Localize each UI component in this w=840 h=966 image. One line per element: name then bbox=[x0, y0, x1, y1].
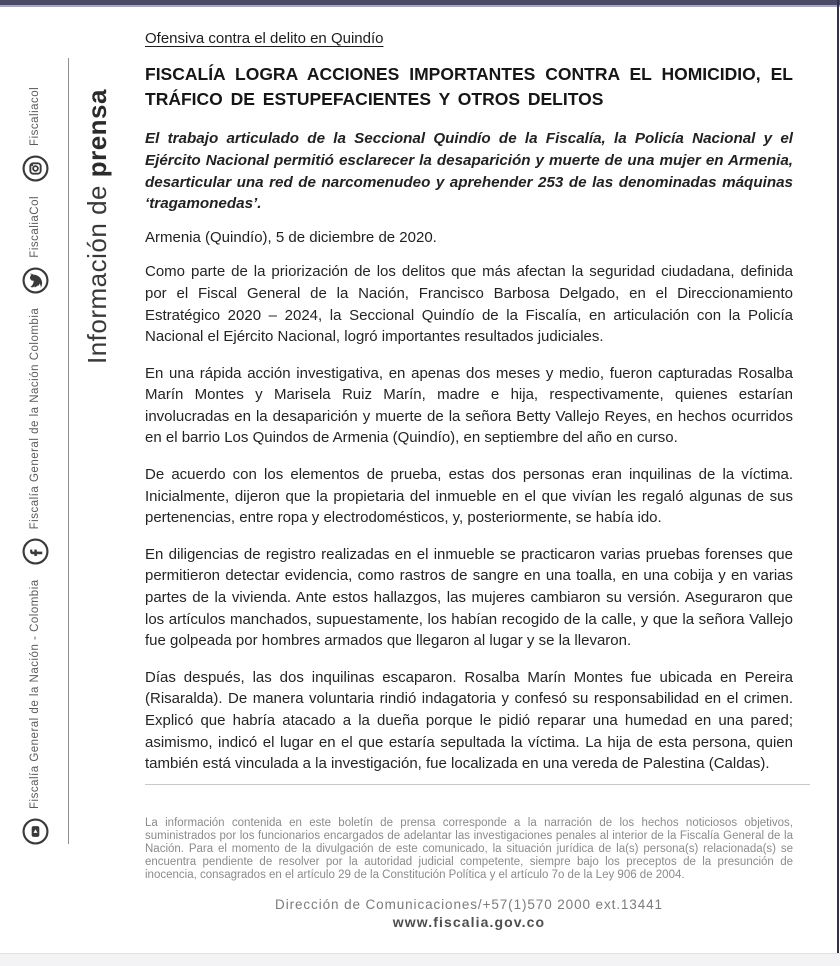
kicker: Ofensiva contra el delito en Quindío bbox=[145, 30, 384, 47]
youtube-icon bbox=[22, 818, 49, 845]
instagram-icon bbox=[22, 155, 49, 182]
bottom-page-band bbox=[0, 953, 840, 966]
communications-contact: Dirección de Comunicaciones/+57(1)570 2000 ext.13441 bbox=[275, 896, 663, 912]
website-link[interactable]: www.fiscalia.gov.co bbox=[392, 913, 546, 930]
right-page-border bbox=[837, 0, 839, 953]
social-label: Fiscalía General de la Nación - Colombia bbox=[29, 579, 41, 809]
lead-paragraph: El trabajo articulado de la Seccional Quindío de la Fiscalía, la Policía Nacional y el Ejército Nacional permitió esclarecer la desaparición y muerte de una mujer en Armenia, desarticular una red de narcomenudeo y aprehender 253 de las denominadas máquinas ‘tragamonedas’. bbox=[145, 129, 793, 213]
press-release-body bbox=[145, 0, 793, 930]
footer-divider-line bbox=[145, 784, 810, 785]
legal-disclaimer: La información contenida en este boletín de prensa corresponde a la narración de los hechos noticiosos objetivos, suministrados por los funcionarios encargados de adelantar las investigaciones penales al interior de la Fiscalía General de la Nación. Para el momento de la divulgación de este comunicado, la situación jurídica de la(s) persona(s) relacionada(s) se encuentra pendiente de resolver por la autoridad judicial competente, siempre bajo los preceptos de la presunción de inocencia, consagrados en el artículo 29 de la Constitución Política y el artículo 7o de la Ley 906 de 2004. bbox=[145, 816, 793, 881]
press-info-vertical-title bbox=[82, 56, 120, 364]
social-label: Fiscaliacol bbox=[29, 86, 41, 146]
twitter-icon bbox=[22, 267, 49, 294]
social-item-instagram[interactable] bbox=[22, 87, 49, 182]
social-accounts-rail bbox=[16, 55, 54, 845]
dateline: Armenia (Quindío), 5 de diciembre de 2020. bbox=[145, 229, 437, 247]
body-paragraph: En diligencias de registro realizadas en el inmueble se practicaron varias pruebas forenses que permitieron detectar evidencia, como rastros de sangre en una toalla, en una cobija y en varias partes de la vivienda. Ante estos hallazgos, las mujeres cambiaron su versión. Aseguraron que los artículos manchados, supuestamente, los habían recogido de la calle, y que la señora Vallejo fue golpeada por hombres armados que llegaron al lugar y se la llevaron. bbox=[145, 545, 793, 650]
body-paragraph: En una rápida acción investigativa, en apenas dos meses y medio, fueron capturadas Rosalba Marín Montes y Marisela Ruiz Marín, madre e hija, respectivamente, quienes estarían involucradas en la desaparición y muerte de la señora Betty Vallejo Reyes, en hechos ocurridos en el barrio Los Quindos de Armenia (Quindío), en septiembre del año en curso. bbox=[145, 364, 793, 447]
press-title-regular: Información de bbox=[82, 177, 112, 364]
social-label: Fiscalía General de la Nación Colombia bbox=[29, 307, 41, 530]
body-paragraph: Días después, las dos inquilinas escaparon. Rosalba Marín Montes fue ubicada en Pereira (Risaralda). De manera voluntaria rindió indagatoria y confesó su responsabilidad en el crimen. Explicó que habría atacado a la dueña porque le pidió reparar una humedad en una pared; asimismo, indicó el lugar en el que estaría sepultada la víctima. La hija de esta persona, quien también está vinculada a la investigación, fue localizada en una vereda de Palestina (Caldas). bbox=[145, 668, 793, 773]
social-item-facebook[interactable] bbox=[22, 308, 49, 566]
body-paragraph: De acuerdo con los elementos de prueba, estas dos personas eran inquilinas de la víctima. Inicialmente, dijeron que la propietaria del inmueble en el que vivían les regaló algunas de sus pertenencias, entre ropa y electrodomésticos, y, posteriormente, se había ido. bbox=[145, 466, 793, 527]
press-title-bold: prensa bbox=[82, 89, 112, 178]
social-label: FiscaliaCol bbox=[29, 195, 41, 258]
facebook-icon bbox=[22, 538, 49, 565]
body-paragraph: Como parte de la priorización de los delitos que más afectan la seguridad ciudadana, definida por el Fiscal General de la Nación, Francisco Barbosa Delgado, en el Direccionamiento Estratégico 2020 – 2024, la Seccional Quindío de la Fiscalía, en articulación con la Policía Nacional el Ejército Nacional, logró importantes resultados judiciales. bbox=[145, 263, 793, 346]
social-item-twitter[interactable] bbox=[22, 196, 49, 294]
headline: FISCALÍA LOGRA ACCIONES IMPORTANTES CONTRA EL HOMICIDIO, EL TRÁFICO DE ESTUPEFACIENTES Y OTROS DELITOS bbox=[145, 64, 793, 110]
rail-divider-line bbox=[68, 58, 69, 844]
social-item-youtube[interactable] bbox=[22, 579, 49, 845]
